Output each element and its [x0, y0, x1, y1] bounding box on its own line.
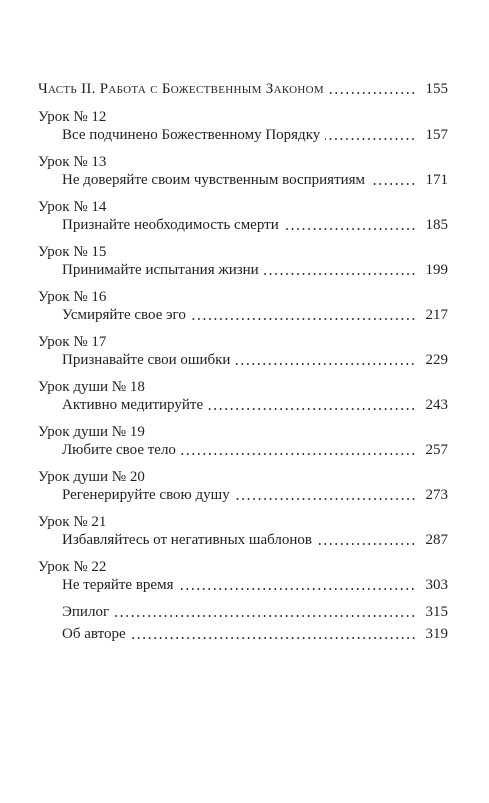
toc-lesson-entry: [38, 288, 448, 324]
dot-leader: [370, 183, 416, 185]
lesson-label: Урок № 17: [38, 334, 107, 350]
dot-leader: [264, 273, 416, 275]
toc-epilogue-entry: [38, 603, 448, 621]
lesson-title: Признайте необходимость смерти: [62, 217, 279, 233]
dot-leader: [284, 228, 416, 230]
dot-leader: [329, 92, 416, 94]
lesson-title-row: [38, 576, 448, 594]
toc-back-matter: [38, 603, 448, 643]
lesson-title: Все подчинено Божественному Порядку: [62, 127, 321, 143]
page-number: 157: [425, 127, 448, 143]
toc-lesson-entry: [38, 513, 448, 549]
lesson-label: Урок № 15: [38, 244, 107, 260]
lesson-title-row: [38, 396, 448, 414]
toc-part-entry: [38, 80, 448, 98]
lesson-label: Урок № 21: [38, 514, 107, 530]
lesson-label: Урок № 14: [38, 199, 107, 215]
epilogue-title: Эпилог: [62, 604, 110, 620]
lesson-label: Урок № 13: [38, 154, 107, 170]
lesson-label: Урок души № 18: [38, 379, 145, 395]
page-number: 319: [425, 626, 448, 642]
dot-leader: [325, 138, 416, 140]
page-number: 217: [425, 307, 448, 323]
lesson-title: Активно медитируйте: [62, 397, 204, 413]
page-number: 185: [425, 217, 448, 233]
dot-leader: [178, 588, 416, 590]
lesson-title-row: [38, 531, 448, 549]
page-number: 287: [425, 532, 448, 548]
table-of-contents: [38, 80, 448, 647]
lesson-label: Урок № 22: [38, 559, 107, 575]
dot-leader: [208, 408, 416, 410]
toc-lesson-entry: [38, 468, 448, 504]
lesson-title-row: [38, 171, 448, 189]
dot-leader: [235, 363, 416, 365]
lesson-title-row: [38, 261, 448, 279]
lesson-title-row: [38, 351, 448, 369]
page-number: 257: [425, 442, 448, 458]
dot-leader: [235, 498, 416, 500]
lesson-title: Любите свое тело: [62, 442, 176, 458]
toc-lesson-entry: [38, 558, 448, 594]
lesson-title: Не доверяйте своим чувственным восприятиям: [62, 172, 366, 188]
lesson-title-row: [38, 486, 448, 504]
lesson-title: Признавайте свои ошибки: [62, 352, 231, 368]
toc-about-author-entry: [38, 625, 448, 643]
lesson-label: Урок души № 20: [38, 469, 145, 485]
page-number: 273: [425, 487, 448, 503]
lesson-title: Принимайте испытания жизни: [62, 262, 259, 278]
page-number: 171: [425, 172, 448, 188]
toc-lesson-entry: [38, 423, 448, 459]
dot-leader: [181, 453, 416, 455]
lesson-title-row: [38, 216, 448, 234]
lesson-label: Урок № 16: [38, 289, 107, 305]
lesson-title: Регенерируйте свою душу: [62, 487, 230, 503]
lesson-label: Урок души № 19: [38, 424, 145, 440]
lesson-title: Усмиряйте свое эго: [62, 307, 186, 323]
dot-leader: [114, 615, 416, 617]
lesson-title-row: [38, 441, 448, 459]
page-number: 315: [425, 604, 448, 620]
lesson-title-row: [38, 306, 448, 324]
part-title: Часть II. Работа с Божественным Законом: [38, 81, 324, 97]
toc-lesson-entry: [38, 108, 448, 144]
dot-leader: [131, 637, 416, 639]
lesson-title: Избавляйтесь от негативных шаблонов: [62, 532, 312, 548]
toc-lesson-entry: [38, 243, 448, 279]
page-number: 155: [425, 81, 448, 97]
page-number: 243: [425, 397, 448, 413]
dot-leader: [317, 543, 416, 545]
toc-lesson-entry: [38, 198, 448, 234]
lesson-title-row: [38, 126, 448, 144]
toc-lesson-entry: [38, 333, 448, 369]
lesson-title: Не теряйте время: [62, 577, 174, 593]
page-number: 303: [425, 577, 448, 593]
dot-leader: [191, 318, 416, 320]
toc-lesson-entry: [38, 153, 448, 189]
lesson-label: Урок № 12: [38, 109, 107, 125]
page-number: 199: [425, 262, 448, 278]
about-author-title: Об авторе: [62, 626, 126, 642]
page-number: 229: [425, 352, 448, 368]
toc-lesson-entry: [38, 378, 448, 414]
